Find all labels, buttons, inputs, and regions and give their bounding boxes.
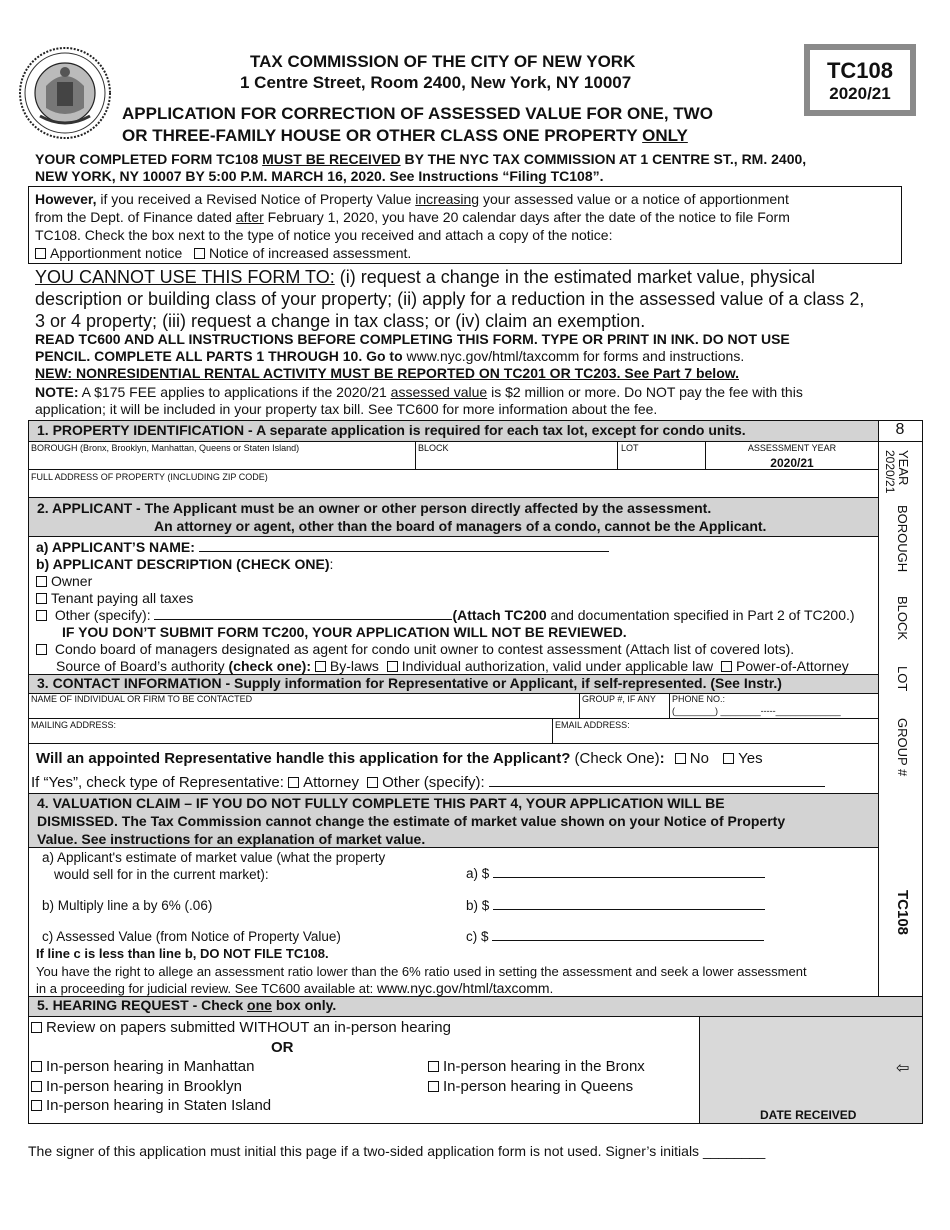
side-year-label: YEAR	[896, 450, 911, 486]
queens-checkbox[interactable]	[428, 1081, 439, 1092]
valuation-b-field[interactable]: b) $	[466, 898, 765, 913]
however-box: However, if you received a Revised Notice of Property Value increasing your assessed value or a notice of apportionment from the Dept. of Finance dated after February 1, 2020, you have 20 calendar days after the date of the notice to file Form TC108. Check the box next to the type of notice you received and attach a copy of the notice: Apportionment notice Notice of increased assessment.	[28, 186, 902, 264]
arrow-left-icon: ⇦	[896, 1060, 910, 1077]
agency-address: 1 Centre Street, Room 2400, New York, NY 10007	[240, 73, 632, 92]
papers-review-checkbox[interactable]	[31, 1022, 42, 1033]
form-id-box	[804, 44, 916, 116]
assessment-year-value: 2020/21	[770, 456, 814, 470]
do-not-file-warning: If line c is less than line b, DO NOT FILE TC108.	[36, 946, 329, 961]
staten-island-checkbox[interactable]	[31, 1100, 42, 1111]
side-block-label: BLOCK	[895, 596, 910, 641]
representative-question: Will an appointed Representative handle this application for the Applicant? (Check One): No Yes	[36, 750, 763, 767]
form-id: TC108	[826, 58, 894, 83]
fee-note: NOTE: A $175 FEE applies to applications if the 2020/21 assessed value is $2 million or more. Do NOT pay the fee with this application; it will be included in your property tax bill. See TC600 for more information about the fee.	[35, 384, 803, 417]
bylaws-checkbox[interactable]	[315, 661, 326, 672]
rep-type-line: If “Yes”, check type of Representative: Attorney Other (specify):	[31, 774, 825, 791]
contact-name-label: NAME OF INDIVIDUAL OR FIRM TO BE CONTACTED	[31, 694, 253, 704]
valuation-c-label: c) Assessed Value (from Notice of Property Value)	[42, 929, 341, 944]
block-label: BLOCK	[418, 443, 449, 453]
rep-no-checkbox[interactable]	[675, 753, 686, 764]
part2-body: a) APPLICANT’S NAME: b) APPLICANT DESCRIPTION (CHECK ONE): Owner Tenant paying all taxes Other (specify): (Attach TC200 and documentation specified in Part 2 of TC200.) IF YOU DON’T SUBMIT FORM TC200, YOUR APPLICATION WILL NOT BE REVIEWED. Condo board of managers designated as agent for condo unit owner to contest assessment (Attach list of covered lots). Source of Board’s authority (check one): By-laws Individual authorization, valid under applicable law Power-of-Attorney	[36, 539, 855, 674]
rep-attorney-checkbox[interactable]	[288, 777, 299, 788]
form-title-line1: APPLICATION FOR CORRECTION OF ASSESSED VALUE FOR ONE, TWO	[122, 104, 713, 123]
side-lot-label: LOT	[895, 666, 910, 692]
other-checkbox[interactable]	[36, 610, 47, 621]
city-seal	[18, 46, 112, 140]
form-year: 2020/21	[829, 84, 891, 103]
phone-field[interactable]: (________) ________-----_____________	[672, 706, 841, 716]
part2-header: 2. APPLICANT - The Applicant must be an owner or other person directly affected by the assessment. An attorney or agent, other than the board of managers of a condo, cannot be the Applicant.	[29, 498, 878, 536]
condo-board-checkbox[interactable]	[36, 644, 47, 655]
tenant-checkbox[interactable]	[36, 593, 47, 604]
side-borough-label: BOROUGH	[895, 505, 910, 573]
borough-label: BOROUGH (Bronx, Brooklyn, Manhattan, Queens or Staten Island)	[31, 443, 300, 453]
mailing-label: MAILING ADDRESS:	[31, 720, 117, 730]
bronx-checkbox[interactable]	[428, 1061, 439, 1072]
property-address-label: FULL ADDRESS OF PROPERTY (INCLUDING ZIP CODE)	[31, 472, 268, 482]
individual-auth-checkbox[interactable]	[387, 661, 398, 672]
assessment-year-label: ASSESSMENT YEAR	[747, 443, 837, 453]
part3-header: 3. CONTACT INFORMATION - Supply information for Representative or Applicant, if self-represented. (See Instr.)	[29, 675, 878, 693]
phone-label: PHONE NO.:	[672, 694, 726, 704]
rep-other-field[interactable]	[489, 786, 825, 787]
valuation-c-field[interactable]: c) $	[466, 929, 764, 944]
increased-assessment-checkbox[interactable]	[194, 248, 205, 259]
valuation-a-field[interactable]: a) $	[466, 866, 765, 881]
email-label: EMAIL ADDRESS:	[555, 720, 630, 730]
valuation-a-label: a) Applicant's estimate of market value (what the property would sell for in the current market):	[42, 850, 386, 882]
judicial-review-text: You have the right to allege an assessment ratio lower than the 6% ratio used in setting the assessment and seek a lower assessment in a proceeding for judicial review. See TC600 available at: www.nyc.gov/html/taxcomm.	[36, 964, 807, 996]
brooklyn-checkbox[interactable]	[31, 1081, 42, 1092]
applicant-name-field[interactable]	[199, 551, 609, 552]
side-form-id: TC108	[894, 890, 911, 936]
manhattan-checkbox[interactable]	[31, 1061, 42, 1072]
signer-initials-note: The signer of this application must initial this page if a two-sided application form is not used. Signer’s initials ________	[28, 1143, 766, 1159]
read-instructions: READ TC600 AND ALL INSTRUCTIONS BEFORE COMPLETING THIS FORM. TYPE OR PRINT IN INK. DO NOT USE PENCIL. COMPLETE ALL PARTS 1 THROUGH 10. Go to www.nyc.gov/html/taxcomm for forms and instructions. NEW: NONRESIDENTIAL RENTAL ACTIVITY MUST BE REPORTED ON TC201 OR TC203. See Part 7 below.	[35, 331, 790, 381]
date-received-label: DATE RECEIVED	[760, 1108, 857, 1122]
other-specify-field[interactable]	[154, 619, 452, 620]
owner-checkbox[interactable]	[36, 576, 47, 587]
form-title-line2: OR THREE-FAMILY HOUSE OR OTHER CLASS ONE PROPERTY ONLY	[122, 126, 688, 145]
side-group-label: GROUP #	[895, 718, 910, 777]
part1-header: 1. PROPERTY IDENTIFICATION - A separate application is required for each tax lot, except for condo units.	[29, 421, 878, 441]
rep-yes-checkbox[interactable]	[723, 753, 734, 764]
property-address-field[interactable]	[29, 482, 878, 496]
hearing-options: Review on papers submitted WITHOUT an in-person hearing OR In-person hearing in Manhattan In-person hearing in the Bronx In-person hearing in Brooklyn In-person hearing in Queens In-person hearing in Staten Island	[31, 1018, 691, 1116]
cannot-use-text: YOU CANNOT USE THIS FORM TO: (i) request a change in the estimated market value, physical description or building class of your property; (ii) apply for a reduction in the assessed value of a class 2, 3 or 4 property; (iii) request a change in tax class; or (iv) claim an exemption.	[35, 267, 865, 331]
deadline-text: YOUR COMPLETED FORM TC108 MUST BE RECEIVED BY THE NYC TAX COMMISSION AT 1 CENTRE ST., RM. 2400, NEW YORK, NY 10007 BY 5:00 P.M. MARCH 16, 2020. See Instructions “Filing TC108”.	[35, 151, 807, 184]
valuation-b-label: b) Multiply line a by 6% (.06)	[42, 898, 213, 913]
apportionment-checkbox[interactable]	[35, 248, 46, 259]
agency-name: TAX COMMISSION OF THE CITY OF NEW YORK	[250, 52, 636, 71]
part4-header: 4. VALUATION CLAIM – IF YOU DO NOT FULLY COMPLETE THIS PART 4, YOUR APPLICATION WILL BE DISMISSED. The Tax Commission cannot change the estimate of market value shown on your Notice of Property Value. See instructions for an explanation of market value.	[29, 794, 878, 847]
group-label: GROUP #, IF ANY	[582, 694, 656, 704]
side-year-value: 2020/21	[883, 450, 897, 494]
lot-label: LOT	[621, 443, 639, 453]
rep-other-checkbox[interactable]	[367, 777, 378, 788]
page-number: 8	[895, 421, 905, 438]
poa-checkbox[interactable]	[721, 661, 732, 672]
part5-header: 5. HEARING REQUEST - Check one box only.	[29, 997, 922, 1016]
